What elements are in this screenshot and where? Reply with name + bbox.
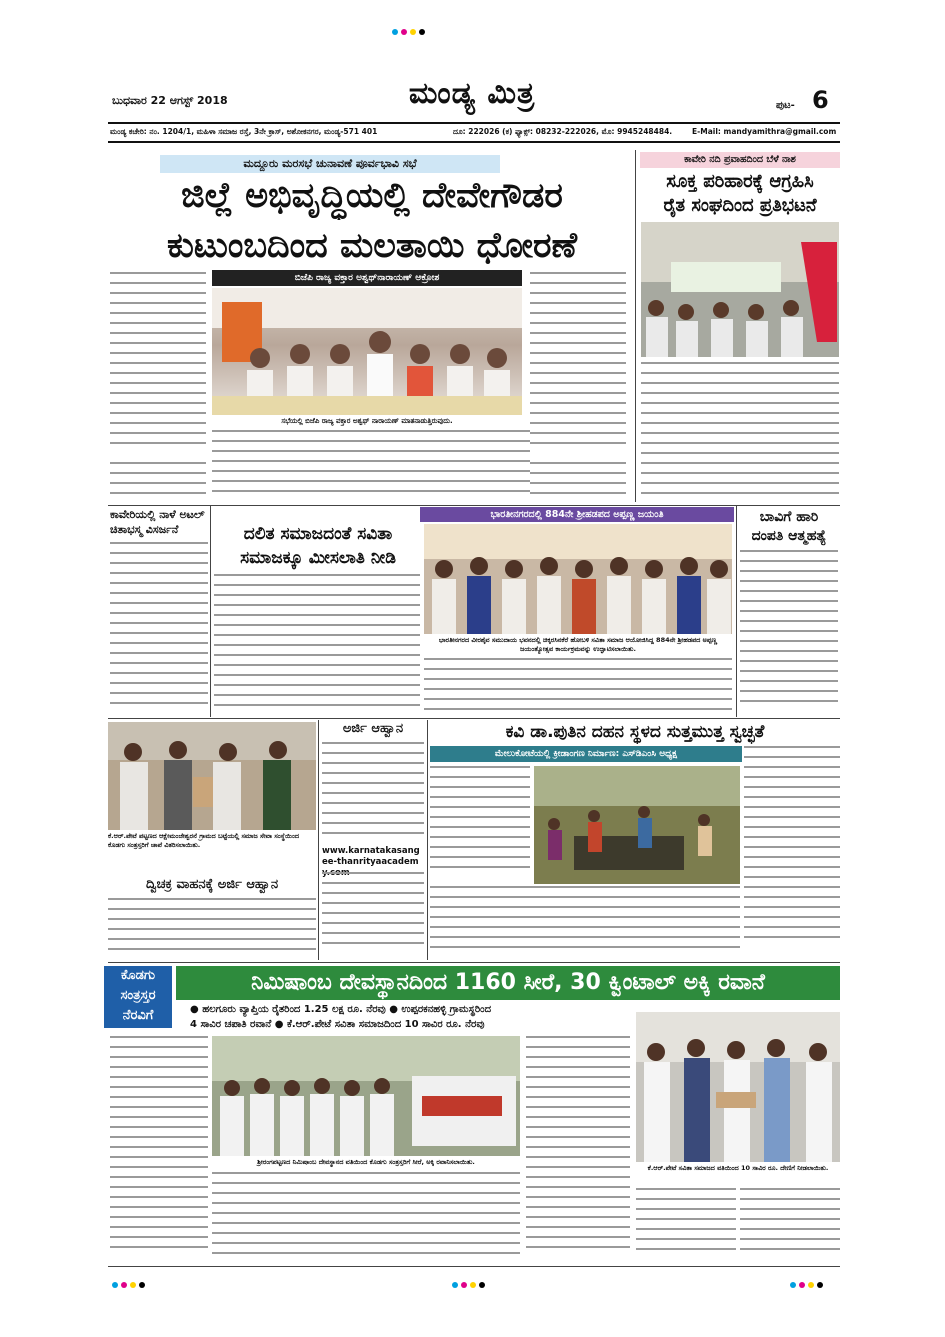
- kvpu-headline: ಕವಿ ಡಾ.ಪುತಿನ ದಹನ ಸ್ಥಳದ ಸುತ್ತಮುತ್ತ ಸ್ವಚ್ಛತೆ: [505, 722, 765, 742]
- lead-left-foot: [110, 462, 206, 502]
- kodagu-right-photo-art: [636, 1012, 840, 1162]
- dalit-band: ಭಾರತೀನಗರದಲ್ಲಿ 884ನೇ ಶ್ರೀಹಡಪದ ಅಪ್ಪಣ್ಣ ಜಯಂತಿ: [420, 507, 734, 522]
- kaveri-photo-art: [641, 222, 839, 357]
- atal-headline-2: ಚಿತಾಭಸ್ಮ ವಿಸರ್ಜನೆ: [110, 523, 179, 536]
- kvpu-band: ಮೇಲುಕೋಟೆಯಲ್ಲಿ ಕ್ರೀಡಾಂಗಣ ನಿರ್ಮಾಣ: ಎಸ್‌ಡಿಎಂಸಿ ಅಧ್ಯಕ್ಷ: [430, 746, 742, 762]
- atal-rule: [210, 505, 211, 717]
- kodagu-side-2: ಸಂತ್ರಸ್ತರ: [120, 988, 156, 1003]
- footer-rule: [108, 1266, 840, 1267]
- kodagu-side-box: [104, 966, 172, 1028]
- kodagu-photo-caption: ಶ್ರೀರಂಗಪಟ್ಟಣದ ನಿಮಿಷಾಂಬ ದೇವಸ್ಥಾನದ ವತಿಯಿಂದ ಕೊಡಗು ಸಂತ್ರಸ್ತರಿಗೆ ಸೀರೆ, ಅಕ್ಕಿ ರವಾನಿಸಲಾಯಿತು.: [257, 1158, 475, 1166]
- registration-dots-top: [392, 20, 428, 39]
- kodagu-right-caption: ಕೆ.ಆರ್.ಪೇಟೆ ಸವಿತಾ ಸಮಾಜದ ವತಿಯಿಂದ 10 ಸಾವಿರ ರೂ. ದೇಣಿಗೆ ನೀಡಲಾಯಿತು.: [647, 1164, 829, 1172]
- dalit-headline-1: ದಲಿತ ಸಮಾಜದಂತೆ ಸವಿತಾ: [243, 524, 393, 544]
- email-address: E-Mail: mandyamithra@gmail.com: [692, 127, 837, 136]
- lead-headline-1: ಜಿಲ್ಲೆ ಅಭಿವೃದ್ಧಿಯಲ್ಲಿ ದೇವೇಗೌಡರ: [181, 176, 563, 216]
- kodagu-column-1: [110, 1036, 208, 1262]
- kodagu-column-2: [212, 1172, 520, 1262]
- lead-photo-art: [212, 288, 522, 415]
- masthead-title: ಮಂಡ್ಯ ಮಿತ್ರ: [408, 76, 536, 111]
- kodagu-photo-art: [212, 1036, 520, 1156]
- section-rule-1: [108, 505, 840, 506]
- lead-kicker: ಮದ್ದೂರು ಮರಸಭೆ ಚುನಾವಣೆ ಪೂರ್ವಭಾವಿ ಸಭೆ: [160, 155, 500, 173]
- kodagu-bullet-2: 4 ಸಾವಿರ ಚಪಾತಿ ರವಾನೆ ● ಕೆ.ಆರ್.ಪೇಟೆ ಸವಿತಾ ಸಮಾಜದಿಂದ 10 ಸಾವಿರ ರೂ. ನೆರವು: [190, 1019, 485, 1030]
- suicide-headline-1: ಬಾವಿಗೆ ಹಾರಿ: [759, 509, 819, 525]
- application-headline: ಅರ್ಜಿ ಆಹ್ವಾನ: [342, 721, 404, 736]
- application-rule: [318, 720, 319, 960]
- office-address: ಮಂಡ್ಯ ಕಚೇರಿ: ನಂ. 1204/1, ಮಹಿಳಾ ಸಮಾಜ ರಸ್ತೆ, 3ನೇ ಕ್ರಾಸ್, ಅಶೋಕನಗರ, ಮಂಡ್ಯ-571 401: [110, 127, 378, 136]
- phone-fax: ದೂ: 222026 (ಕ) ಫ್ಯಾಕ್ಸ್: 08232-222026, ಮೊ: 9945248484.: [453, 127, 673, 136]
- kaveri-photo: [641, 222, 839, 357]
- dalit-photo-caption: ಭಾರತೀನಗರದ ವೀರಶೈವ ಸಮುದಾಯ ಭವನದಲ್ಲಿ ಚಿಕ್ಕರಸಿನಕೆರೆ ಹೋಬಳಿ ಸವಿತಾ ಸಮಾಜ ಆಯೋಜಿಸಿದ್ದ 884ನೇ ಶ್ರೀಹಡಪದ ಅಪ್ಪಣ್ಣ ಜಯಂತ್ಯೋತ್ಸವ ಕಾರ್ಯಕ್ರಮವನ್ನು ಉದ್ಘಾಟಿಸಲಾಯಿತು.: [438, 636, 718, 653]
- kvpu-column-3: [430, 886, 740, 958]
- kodagu-column-5: [740, 1188, 840, 1264]
- application-website[interactable]: www.karnatakasangee-thanrityaacadem: [322, 846, 420, 867]
- lead-right-foot: [530, 462, 626, 502]
- atal-column: [110, 542, 208, 717]
- kvpu-column-2: [744, 746, 840, 958]
- lead-headline-2: ಕುಟುಂಬದಿಂದ ಮಲತಾಯಿ ಧೋರಣೆ: [166, 226, 578, 266]
- dalit-headline-2: ಸಮಾಜಕ್ಕೂ ಮೀಸಲಾತಿ ನೀಡಿ: [240, 548, 396, 568]
- lead-photo-caption: ಸಭೆಯಲ್ಲಿ ಬಿಜೆಪಿ ರಾಜ್ಯ ವಕ್ತಾರ ಅಶ್ವಥ್ ನಾರಾಯಣ್ ಮಾತನಾಡುತ್ತಿರುವುದು.: [281, 417, 453, 425]
- suicide-column: [740, 550, 838, 716]
- kaveri-headline-1: ಸೂಕ್ತ ಪರಿಹಾರಕ್ಕೆ ಆಗ್ರಹಿಸಿ: [666, 171, 814, 192]
- masthead-rule-bottom: [108, 141, 840, 143]
- masthead-rule-top: [108, 122, 840, 124]
- kodagu-column-4: [636, 1188, 736, 1264]
- page-number: 6: [812, 86, 829, 114]
- vehicle-photo-art: [108, 722, 316, 830]
- kodagu-column-3: [526, 1036, 630, 1262]
- kvpu-photo: [534, 766, 740, 884]
- kaveri-columns: [641, 362, 839, 502]
- vehicle-column: [108, 898, 316, 958]
- vehicle-photo: [108, 722, 316, 830]
- atal-headline-1: ಕಾವೇರಿಯಲ್ಲಿ ನಾಳೆ ಅಟಲ್: [110, 508, 205, 521]
- kaveri-kicker: ಕಾವೇರಿ ನದಿ ಪ್ರವಾಹದಿಂದ ಬೆಳೆ ನಾಶ: [640, 152, 840, 168]
- kodagu-right-photo: [636, 1012, 840, 1162]
- page-label: ಪುಟ-: [776, 100, 795, 111]
- masthead-date: ಬುಧವಾರ 22 ಆಗಸ್ಟ್ 2018: [112, 94, 228, 107]
- registration-dots-bottom-left: [112, 1273, 148, 1292]
- kodagu-headline: ನಿಮಿಷಾಂಬ ದೇವಸ್ಥಾನದಿಂದ 1160 ಸೀರೆ, 30 ಕ್ವಿಂಟಾಲ್ ಅಕ್ಕಿ ರವಾನೆ: [176, 966, 840, 1000]
- vehicle-headline: ದ್ವಿಚಕ್ರ ವಾಹನಕ್ಕೆ ಅರ್ಜಿ ಆಹ್ವಾನ: [145, 877, 279, 892]
- kodagu-bullet-1: ● ಹಲಗೂರು ವ್ಯಾಪ್ತಿಯ ರೈತರಿಂದ 1.25 ಲಕ್ಷ ರೂ. ನೆರವು ● ಉಪ್ಪರಕನಹಳ್ಳಿ ಗ್ರಾಮಸ್ಥರಿಂದ: [190, 1004, 492, 1015]
- dalit-columns-right: [424, 658, 732, 716]
- lead-subhead: ಬಿಜೆಪಿ ರಾಜ್ಯ ವಕ್ತಾರ ಅಶ್ವಥ್‌ನಾರಾಯಣ್ ಆಕ್ರೋಶ: [212, 270, 522, 286]
- column-rule: [635, 150, 636, 502]
- vehicle-photo-caption: ಕೆ.ಆರ್.ಪೇಟೆ ಪಟ್ಟಣದ ಆಕ್ಷೇಮಂಜೇಶ್ವರನೆ ಗ್ರಾಮದ ಬಟ್ಟೆಯಲ್ಲಿ ಸಮಾಜ ಸೇವಾ ಸಂಸ್ಥೆಯಿಂದ ಕೊಡಗು ಸಂತ್ರಸ್ತರಿಗೆ ಚಾಪೆ ವಿತರಿಸಲಾಯಿತು.: [108, 832, 300, 849]
- kvpu-photo-art: [534, 766, 740, 884]
- kaveri-headline-2: ರೈತ ಸಂಘದಿಂದ ಪ್ರತಿಭಟನೆ: [663, 195, 817, 216]
- kvpu-rule: [427, 720, 428, 960]
- kvpu-column-1: [430, 766, 530, 880]
- dalit-columns: [214, 574, 420, 716]
- suicide-rule: [736, 505, 737, 717]
- kodagu-side-1: ಕೊಡಗು: [120, 968, 156, 983]
- kodagu-side-3: ನೆರವಿಗೆ: [122, 1008, 154, 1023]
- dalit-photo: [424, 524, 732, 634]
- registration-dots-bottom-mid: [452, 1273, 488, 1292]
- lead-row-columns: [212, 430, 530, 502]
- dalit-photo-art: [424, 524, 732, 634]
- lead-column-2: [530, 272, 626, 460]
- lead-column-1: [110, 272, 206, 460]
- application-column: [322, 742, 424, 842]
- kodagu-photo: [212, 1036, 520, 1156]
- application-column-2: [322, 872, 424, 958]
- section-rule-2: [108, 718, 840, 719]
- suicide-headline-2: ದಂಪತಿ ಆತ್ಮಹತ್ಯೆ: [751, 528, 827, 544]
- lead-photo: [212, 288, 522, 415]
- registration-dots-bottom-right: [790, 1273, 826, 1292]
- section-rule-3: [108, 962, 840, 963]
